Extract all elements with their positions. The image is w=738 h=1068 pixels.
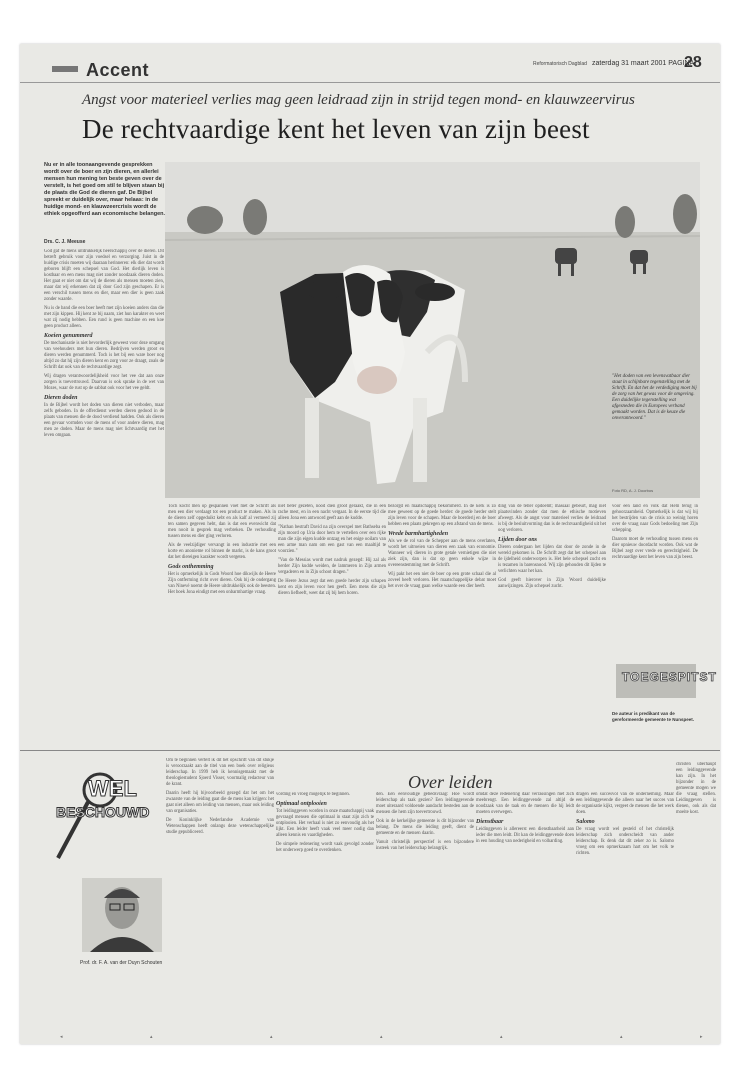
toegespitst-badge [616, 664, 717, 698]
text-column-3: niet beter gezeten, nood dien groot geraakt, die in een rache mest, en in een nacht vergaat. In de eerste tijd die alleen Jona een antwoord geeft aan de kudde. "Nathan bestraft David na zijn overspel met Bathseba en zijn moord op Uria door hem te vertellen over een rijke man die zijn eigen kudde ontzag en het enige ooilam van een arme man nam om een gast van een maaltijd te voorzien." "Van de Messias wordt met nadruk gezegd: Hij zal als herder Zijn kudde weiden, de lammeren in Zijn armen vergaderen en in Zijn schoot dragen." De Heere Jezus zegt dat een goede herder zijn schapen kent en zijn leven voor hen geeft. Een mens die zijn dieren liefheeft, weet dat zij bij hem horen. [278, 504, 386, 596]
logo-line-2: BESCHOUWD [56, 804, 150, 820]
section-divider [20, 750, 720, 751]
newspaper-name: Reformatorisch Dagblad [533, 61, 587, 67]
opinion-column-4: omdat deze redenering daar verrassingen met zich meebrengt. Een leidinggevende zal altijd de noodzaak van de taak en de mensen die hij leidt moeten overwegen. Dienstbaar Leidinggeven is allereerst een dienstbaarheid aan ieder die men leidt. Dit kan de leidinggevende doen in een houding van nederigheid en volharding. [476, 792, 574, 844]
toegespitst-label: TOEGESPITST [622, 670, 717, 684]
opinion-column-6: christen überhaupt een leidinggevende kan zijn. In het bijzonder in de gemeente mogen we die vraag stellen. Leidinggeven is dienen, ook als dat moeite kost. [676, 762, 716, 815]
newspaper-page [20, 44, 720, 1044]
article-lead: Nu er in alle toonaangevende gesprekken wordt over de boer en zijn dieren, en allerlei mensen hun mening ten beste geven over de verstelt, is het goed om stil te blijven staan bij de plaats die God de dieren gaf. De Bijbel spreekt er duidelijk over, maar helaas: in de huidige mond- en klauwzeercrisis wordt de ethiek opgeofferd aan economische belangen. [44, 162, 166, 217]
article-kicker: Angst voor materieel verlies mag geen leidraad zijn in strijd tegen mond- en klauwzeervirus [82, 92, 635, 108]
text-column-6: voor een land en volk dat Hem terug in gehoorzaamheid. Opmerkelijk is dat wij bij het bestrijden van de crisis zo weinig horen over de vraag naar Gods bedoeling met Zijn schepping. Daarom moet de verhouding tussen mens en dier opnieuw doordacht worden. Ook wat de Bijbel zegt over vrede en gerechtigheid. De rechtvaardige kent het leven van zijn beest. [612, 504, 698, 560]
article-byline: Drs. C. J. Meeuse [44, 239, 86, 245]
photo-caption: "Het doden van een levensvatbaar dier staat in schijnbare tegenstelling met de Schrift. En dat het de verdediging moet bij de zorg van het gewas voor de omgeving. Een duidelijke tegenstelling wat afgesneden die in Europees verband gemaakt worden. Dat is de keuze die onverantwoord." [612, 374, 697, 421]
text-column-5: ding van de teller opdoemt; massaal gebeurt, mag niet plaatsvinden zonder dat men de ethische motieven afweegt. Als de angst voor materieel verlies de leidraad is bij de besluitvorming dan is de rechtvaardigheid uit het oog verloren. Lijden door ons Dieren ondergaan het lijden dat door de zonde in de wereld gekomen is. De Schrift zegt dat het schepsel aan de ijdelheid onderworpen is. Het hele schepsel zucht en is tezamen in barensnood. Wij zijn gehouden dit lijden te verlichten waar het kan. God geeft hierover in Zijn Woord duidelijke aanwijzingen. Zijn schepsel zucht. [498, 504, 606, 589]
page-number: 28 [684, 54, 702, 71]
opinion-column-2: vording en vroeg mogelijk te beginnen. Optimaal ontplooien Tot leidinggeven worden in onze maatschappij vaak gevraagd mensen die optimaal in staat zijn zich te ontplooien. Het verhaal is niet zo eenvoudig als het lijkt. Een leider heeft vaak veel meer nodig dan alleen kennis en vaardigheden. De simpele redenering wordt vaak gevolgd zonder het onderwerp goed te overdenken. [276, 792, 374, 853]
author-portrait [82, 878, 162, 952]
text-column-4: bezorgd en maatschappij bekommerd. In de kerk is zo mee geweest op de goede herder: de goede herder stelt zijn leven voor de schapen. Maar de boerderij en de boer hebben een plaats gekregen op een afstand van de mens. Wrede barmhartigheden Als we de rol van de Schepper aan de mens overlaten, wordt het uitroeien van dieren een zaak van economie. Wanneer wij dieren in grote getale vernietigen die niet ziek zijn, dan is dat op geen enkele wijze in overeenstemming met de Schrift. Wij pakt het een niet de boer op een grote schaal die al zoveel heeft verloren. Het maatschappelijke debat moet het over de vraag gaan welke waarde een dier heeft. [388, 504, 496, 589]
subhead-salomo: Salomo [576, 819, 595, 825]
wel-beschouwd-logo [48, 768, 148, 868]
opinion-title: Over leiden [408, 772, 493, 792]
author-bio: De auteur is predikant van de gereformeerde gemeente te Nunspeet. [612, 711, 695, 722]
print-marks: ◂ ▴ ▴ ▴ ▴ ▴ ▸ [60, 1034, 703, 1040]
subhead-wrede: Wrede barmhartigheden [388, 531, 449, 537]
cow-photo [165, 162, 700, 498]
photo-credit: Foto RD, A. J. Doorbos [612, 488, 654, 493]
page-header [20, 44, 720, 83]
subhead-gods: Gods onthemming [168, 564, 214, 570]
article-headline: De rechtvaardige kent het leven van zijn beest [82, 114, 590, 144]
text-column-1: God gaf de mens uitdrukkelijk heerschappij over de dieren. Dit betreft gebruik voor zijn voedsel en verzorging. Juist in de huidige crisis moeten wij daaraan herinneren: elk dier dat wordt geboren blijft een schepsel van God. Het dierlijk leven is kostbaar en een mens mag niet zonder noodzaak dieren doden. Het gaat er niet om dat wij de dieren als mensen moeten zien, maar dat wij erkennen dat zij door God zijn geschapen. Er is een verschil tussen mens en dier, maar een dier is geen zaak zonder waarde. Nu is de band die een boer heeft met zijn koeien anders dan die met zijn kippen. Hij kent ze bij naam, ziet hun karakter en weet wat zij nodig hebben. Een rund is geen machine en een koe geen product alleen. Koeien genummerd De mechanisatie is niet bevorderlijk geweest voor deze omgang van veehouders met hun dieren. Bedrijven werden groot en dieren werden genummerd. Toch is het bij een ware boer nog altijd zo dat hij zijn dieren kent en zorg voor ze draagt, zoals de Schrift dat ook van de rechtvaardige zegt. Wij dragen verantwoordelijkheid voor het vee dat aan onze zorgen is toevertrouwd. Daarvan is ook sprake in de wet van Mozes, waar de rust op de sabbat ook voor het vee geldt. Dieren doden In de Bijbel wordt het doden van dieren niet verboden, maar zelfs geboden. In de offerdienst werden dieren gedood in de plaats van mensen die de dood verdiend hadden. Ook als dieren een gevaar vormden voor de mens of voor andere dieren, mag men ze doden. Maar de mens mag niet lichtvaardig met het leven omgaan. [44, 249, 164, 438]
subhead-lijden: Lijden door ons [498, 537, 538, 543]
subhead-dienstbaar: Dienstbaar [476, 819, 504, 825]
subhead-dieren-doden: Dieren doden [44, 395, 78, 401]
section-title: Accent [86, 60, 150, 80]
issue-date: zaterdag 31 maart 2001 PAGINA [592, 60, 695, 67]
subhead-ontplooien: Optimaal ontplooien [276, 801, 327, 807]
text-column-2: Toch kocht men op gespannen voet met de Schrift als men een dier verdaagt tot een product te maken. Als in de dieren zelf opgeduikt kebt en als kalf al vermeed zij ten samen gegeven hebt, dan is dat een evenwicht dat men nooit in gesprek mag verbreken. De verhouding tussen mens en dier ging verloren. Als de veelzijdiger vervangt in een industrie met een korte en anonieme rol binnen de markt, is de kans groot dat het diereigen karakter wordt vergeten. Gods onthemming Het is opmerkelijk in Gods Woord hoe dikwijls de Heere Zijn ontferming richt over dieren. Ook bij de ondergang van Ninevé noemt de Heere uitdrukkelijk ook de beesten. Het boek Jona eindigt met een onbarmhartige vraag. [168, 504, 276, 595]
opinion-column-3: den. Een eenvoudige gebedsvraag: Hoe wordt leiderschap als taak gezien? Een leidinggevende moet uiteraard voldoende aandacht besteden aan de mensen die hem zijn toevertrouwd. Ook in de kerkelijke gemeente is dit bijzonder van belang. De mens die leiding geeft, dient de gemeente en de mensen daarin. Vanuit christelijk perspectief is een bijzondere insteek van het leiderschap belangrijk. [376, 792, 474, 851]
logo-line-1: WEL [88, 776, 137, 801]
opinion-column-5: dragen een succesvol van de onderneming. Maar een leidinggevende die alleen naar het succes van de organisatie kijkt, vergeet de mensen die het werk doen. Salomo De vraag wordt wel gesteld of het christelijk leiderschap zich onderscheidt van ander leiderschap. Ik denk dat dit zeker zo is. Salomo vroeg om een opmerkzaam hart om het volk te richten. [576, 792, 674, 856]
portrait-caption: Prof. dr. F. A. van der Duyn Schouten [80, 960, 163, 966]
subhead-koeien: Koeien genummerd [44, 333, 93, 339]
opinion-column-1: Om te beginnen vertelt ik dit het opschrift van dit stukje is veroorzaakt aan de titel van een boek over religieus leiderschap. In 1999 heb ik kennisgemaakt met de theologiestudent Sjoerd Visser, voormalig redacteur van de krant. Daarin heeft hij bijvoorbeeld gezegd dat het om het zwaarste van de leiding gaat die de mens kan krijgen: het gaat niet alleen om leiding van mensen, maar ook leiding van organisaties. De Koninklijke Nederlandse Academie van Wetenschappen heeft onlangs deze wetenschappelijke studie gepubliceerd. [166, 758, 274, 835]
